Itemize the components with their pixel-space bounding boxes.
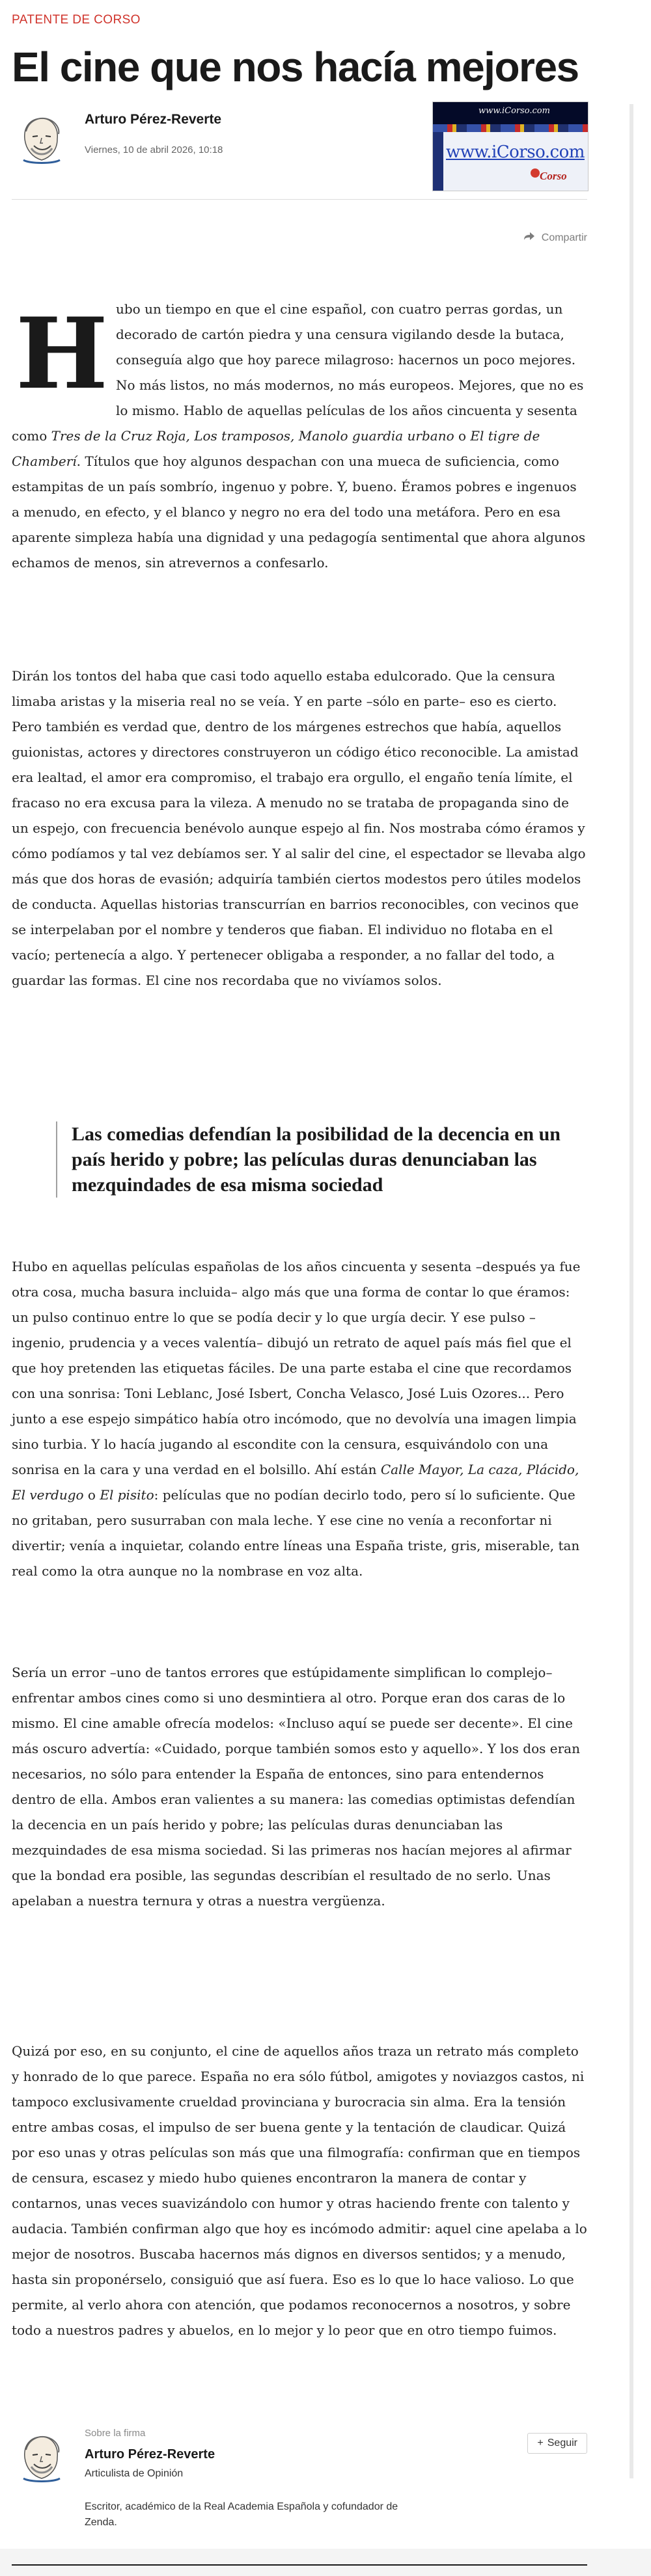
page-footer-strip: [0, 2549, 651, 2576]
ad-header: [433, 102, 588, 124]
paragraph-text: o: [83, 1487, 100, 1503]
follow-button[interactable]: [527, 2433, 587, 2454]
byline: [12, 101, 587, 200]
about-label: Sobre la firma: [85, 2428, 146, 2439]
author-caricature-icon[interactable]: [17, 2433, 66, 2485]
paragraph-text: ubo un tiempo en que el cine español, con cuatro perras gordas, un decorado de cartón piedra y una censura vigilando desde la butaca, conseguía algo que hoy parece milagroso: hacernos un poco mejores. No más listos, no más modernos, no más europeos. Mejores, que no es lo mismo. Hablo de aquellas películas de los años cincuenta y sesenta como: [12, 301, 584, 444]
advertisement-banner[interactable]: [432, 101, 589, 191]
article: [12, 0, 587, 2528]
section-kicker[interactable]: PATENTE DE CORSO: [12, 13, 141, 27]
paragraph-text: Dirán los tontos del haba que casi todo aquello estaba edulcorado. Que la censura limaba aristas y la miseria real no se veía. Y en parte –sólo en parte– eso es cierto. Pero también es verdad que, dentro de los márgenes estrechos que había, aquellos guionistas, actores y directores construyeron un código ético reconocible. La amistad era lealtad, el amor era compromiso, el trabajo era orgullo, el engaño tenía límite, el fracaso no era excusa para la vileza. A menudo no se trataba de propaganda sino de un espejo, con frecuencia benévolo aunque espejo al fin. Nos mostraba cómo éramos y cómo podíamos y tal vez debíamos ser. Y al salir del cine, el espectador se llevaba algo más que dos horas de evasión; adquiría también ciertos modestos pero útiles modelos de conducta. Aquellas historias transcurrían en barrios reconocibles, con vecinos que se interpelaban por el nombre y tenderos que fiaban. El individuo no flotaba en el vacío; pertenecía a algo. Y pertenecer obligaba a responder, a no fallar del todo, a guardar las formas. El cine nos recordaba que no vivíamos solos.: [12, 668, 586, 988]
film-title: El pisito: [100, 1487, 154, 1503]
pull-quote: Las comedias defendían la posibilidad de la decencia en un país herido y pobre; las películas duras denunciaban las mezquindades de esa misma sociedad: [56, 1121, 566, 1198]
ad-menu-strip: [433, 124, 588, 132]
about-author-box: [12, 2420, 587, 2550]
ad-url: www.iCorso.com: [446, 142, 585, 162]
author-caricature-icon[interactable]: [17, 114, 66, 167]
paragraph-text: Hubo en aquellas películas españolas de los años cincuenta y sesenta –después ya fue otra cosa, mucha basura incluida– algo más que una forma de contar lo que éramos: un pulso continuo entre lo que se podía decir y lo que urgía decir. Y ese pulso –ingenio, prudencia y a veces valentía– dibujó un retrato de aquel país más fiel que el que hoy pretenden las etiquetas fáciles. De una parte estaba el cine que recordamos con una sonrisa: Toni Leblanc, José Isbert, Concha Velasco, José Luis Ozores... Pero junto a ese espejo simpático había otro incómodo, que no devolvía una imagen limpia sino turbia. Y lo hacía jugando al escondite con la censura, esquivándolo con una sonrisa en la cara y una verdad en el bolsillo. Ahí están: [12, 1259, 581, 1477]
ad-logo-icon: [531, 168, 540, 178]
paragraph-text: Sería un error –uno de tantos errores que estúpidamente simplifican lo complejo– enfrentar ambos cines como si uno desmintiera al otro. Porque eran dos caras de lo mismo. El cine amable ofrecía modelos: «Incluso aquí se puede ser decente». El cine más oscuro advertía: «Cuidado, porque también somos esto y aquello». Y los dos eran necesarios, no sólo para entender la España de entonces, sino para entendernos dentro de ella. Ambos eran valientes a su manera: las comedias optimistas defendían la decencia en un país herido y pobre; las películas duras denunciaban las mezquindades de esa misma sociedad. Si las primeras nos hacían mejores al afirmar que la bondad era posible, las segundas describían el resultado de no serlo. Unas apelaban a nuestra ternura y otras a nuestra vergüenza.: [12, 1665, 580, 1909]
divider: [12, 2564, 587, 2566]
share-arrow-icon: [523, 232, 535, 244]
article-headline: El cine que nos hacía mejores: [12, 44, 579, 90]
paragraph-text: Quizá por eso, en su conjunto, el cine de aquellos años traza un retrato más completo y honrado de lo que parece. España no era sólo fútbol, amigotes y noviazgos castos, ni tampoco exclusivamente crueldad provinciana y burocracia sin alma. Era la tensión entre ambas cosas, el impulso de ser buena gente y la tentación de claudicar. Quizá por eso unas y otras películas son más que una filmografía: confirman que en tiempos de censura, escasez y miedo hubo quienes encontraron la manera de contar y contarnos, unas veces suavizándolo con humor y otras haciendo frente con talento y audacia. También confirman algo que hoy es incómodo admitir: aquel cine apelaba a lo mejor de nosotros. Buscaba hacernos más dignos en diversos sentidos; y a menudo, hasta sin proponérselo, consiguió que así fuera. Eso es lo que lo hace valioso. Lo que permite, al verlo ahora con atención, que podamos reconocernos a nosotros, y sobre todo a nuestros padres y abuelos, en lo mejor y lo peor que en otro tiempo fuimos.: [12, 2043, 587, 2338]
paragraph-text: : películas que no podían decirlo todo, pero sí lo suficiente. Que no gritaban, pero susurraban con mala leche. Y ese cine no venía a reconfortar ni divertir; venía a inquietar, colando entre líneas una España triste, gris, miserable, tan real como la otra aunque no la nombrase en voz alta.: [12, 1487, 580, 1579]
plus-icon: +: [537, 2437, 544, 2449]
about-author-bio: Escritor, académico de la Real Academia Española y cofundador de Zenda.: [85, 2501, 398, 2528]
paragraph-text: o: [454, 428, 471, 444]
article-paragraph-5: [12, 2039, 587, 2343]
about-author-name[interactable]: Arturo Pérez-Reverte: [85, 2447, 215, 2462]
article-paragraph-4: [12, 1660, 587, 1914]
article-paragraph-2: [12, 664, 587, 993]
film-title: El tigre de Chamberí: [12, 428, 540, 469]
article-paragraph-3: [12, 1254, 587, 1584]
about-author-role: Articulista de Opinión: [85, 2468, 184, 2479]
film-titles: Calle Mayor, La caza, Plácido, El verdugo: [12, 1462, 579, 1503]
share-label: Compartir: [541, 232, 587, 243]
ad-logo: Corso: [540, 170, 567, 182]
ad-header-text: www.iCorso.com: [478, 106, 550, 116]
author-name[interactable]: Arturo Pérez-Reverte: [85, 112, 222, 127]
ad-sidebar: [433, 132, 443, 191]
follow-label: Seguir: [547, 2437, 577, 2449]
share-button[interactable]: [523, 232, 587, 244]
scrollbar-track[interactable]: [630, 104, 633, 2478]
article-paragraph-1: [12, 297, 587, 576]
publish-date: Viernes, 10 de abril 2026, 10:18: [85, 144, 223, 155]
drop-cap: H: [16, 297, 108, 411]
paragraph-text: . Títulos que hoy algunos despachan con una mueca de suficiencia, como estampitas de un país sombrío, ingenuo y pobre. Y, bueno. Éramos pobres e ingenuos a menudo, en efecto, y el blanco y negro no era del todo una metáfora. Pero en esa aparente simpleza había una dignidad y una pedagogía sentimental que ahora algunos echamos de menos, sin atrevernos a confesarlo.: [12, 453, 586, 570]
film-titles: Tres de la Cruz Roja, Los tramposos, Manolo guardia urbano: [51, 428, 454, 444]
